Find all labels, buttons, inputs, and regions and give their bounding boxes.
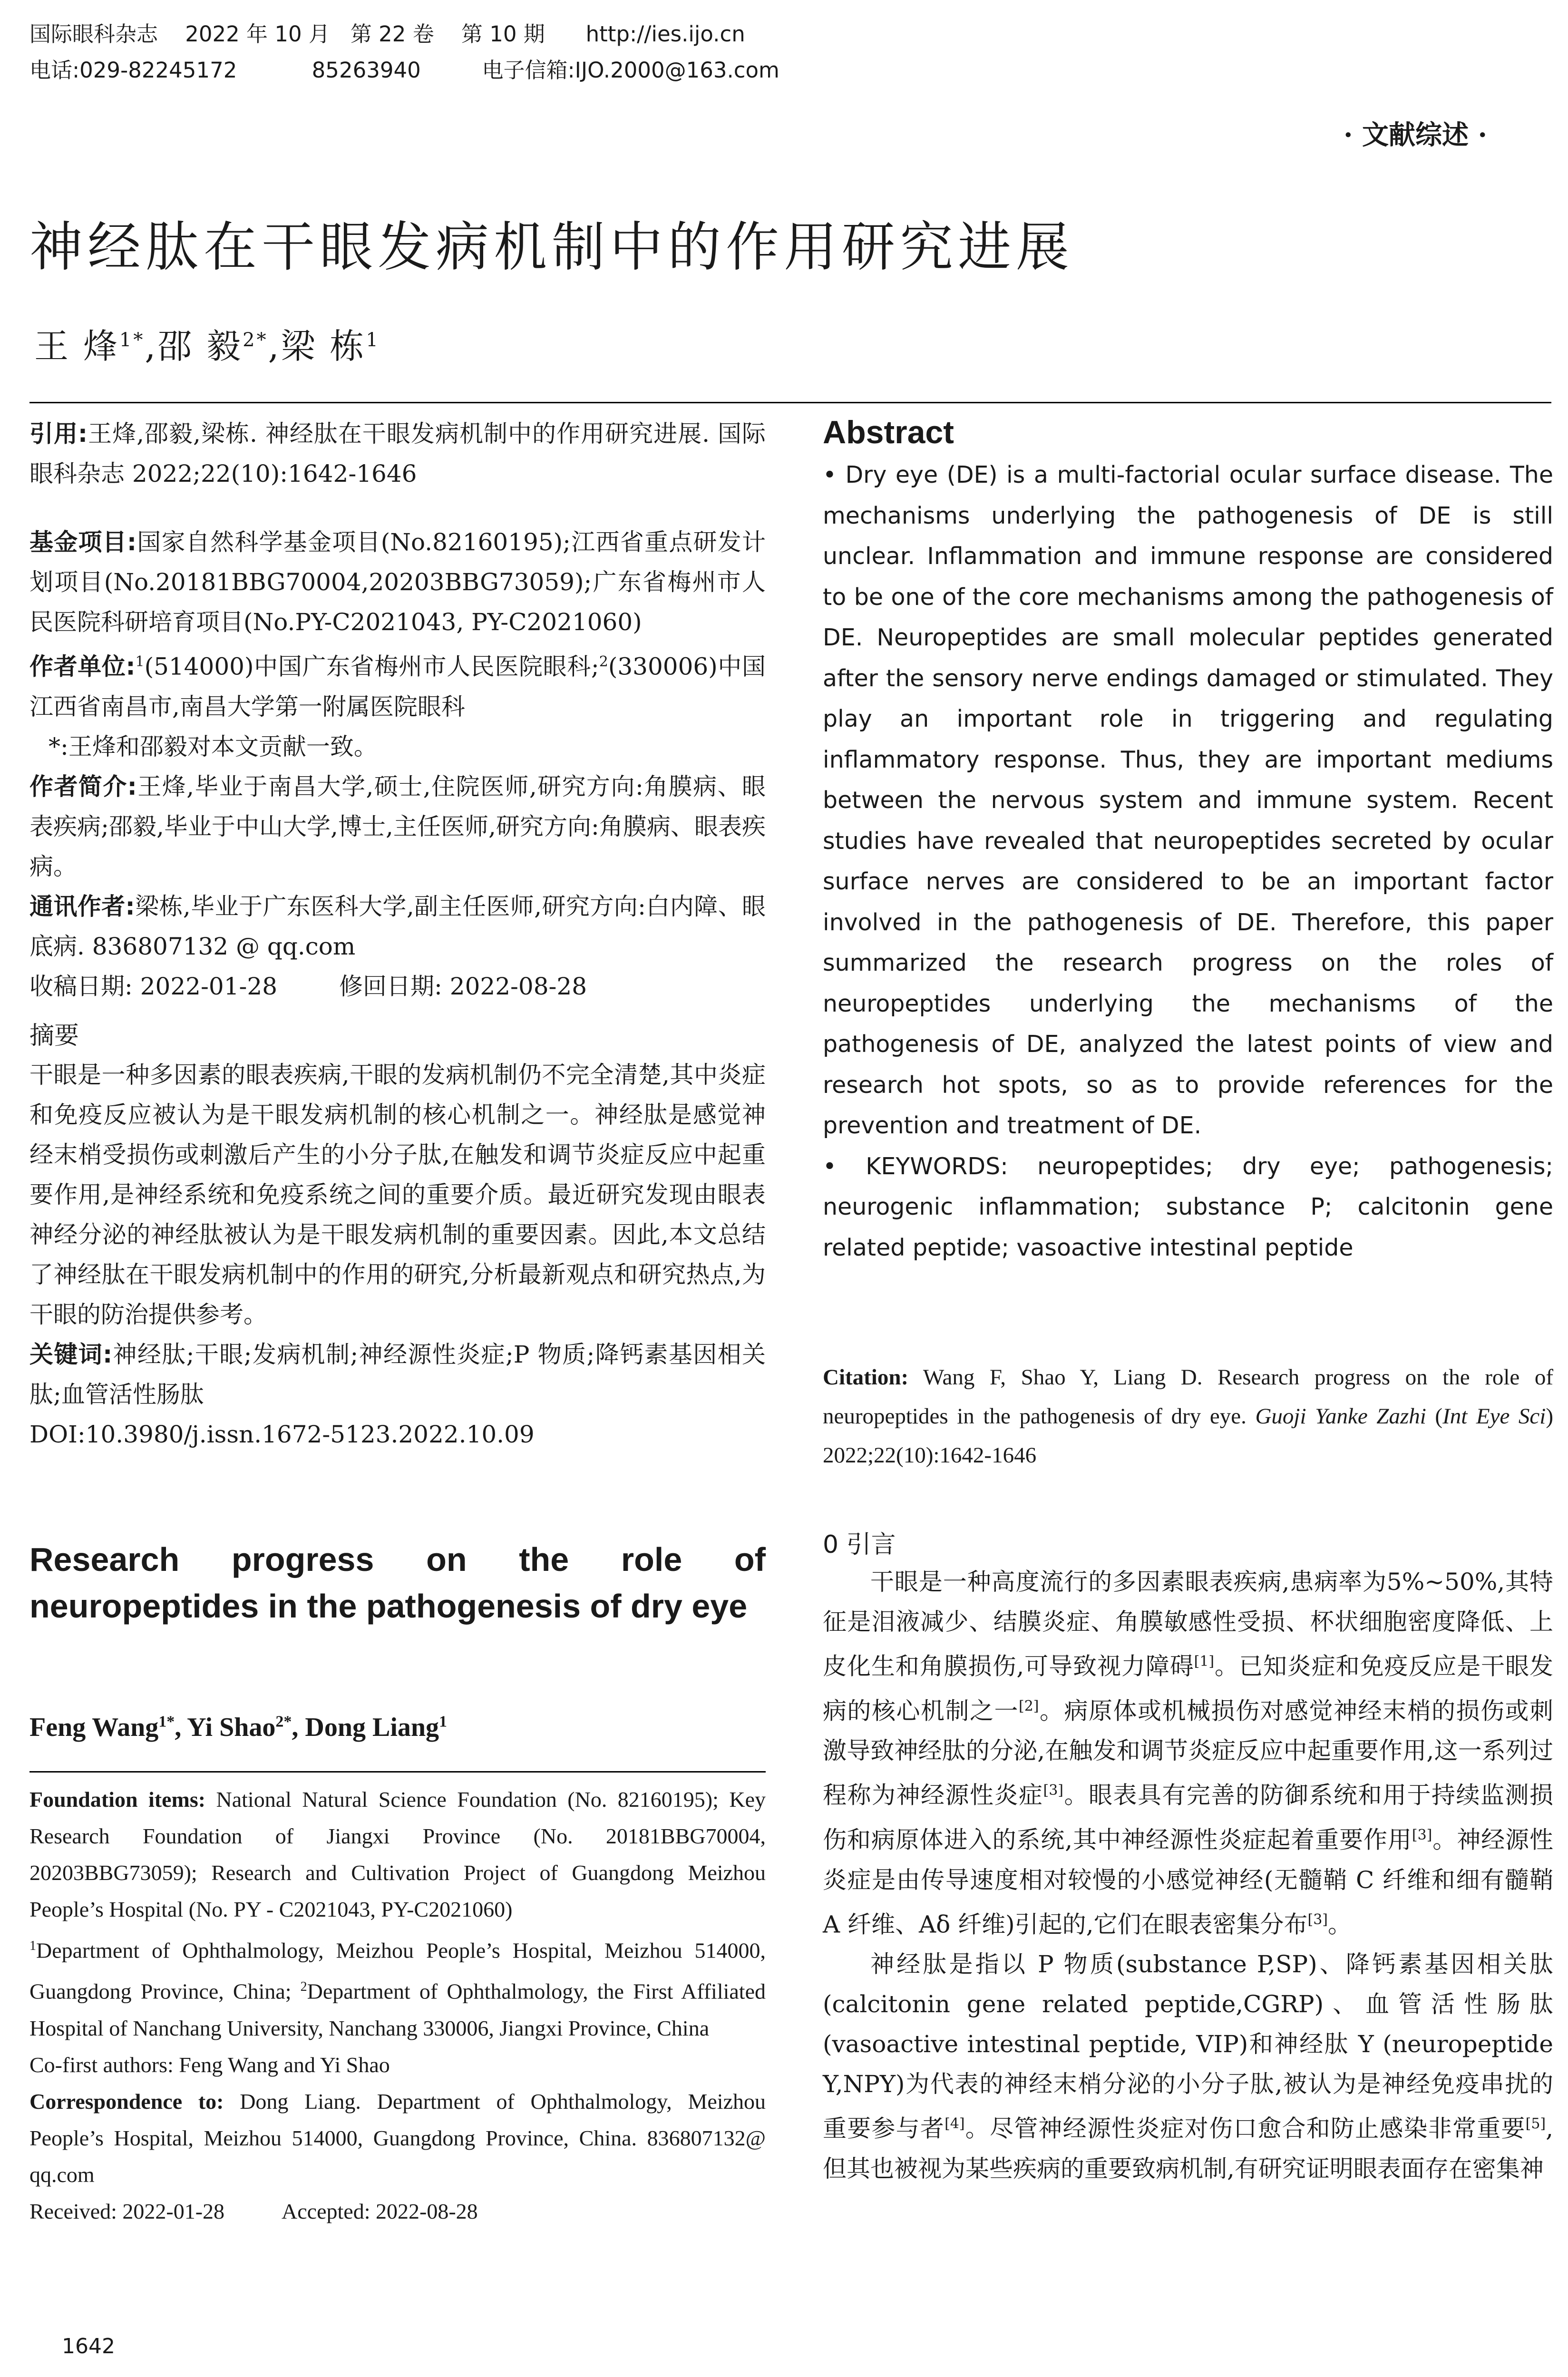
citation-cn: 引用:王烽,邵毅,梁栋. 神经肽在干眼发病机制中的作用研究进展. 国际眼科杂志 2022;22(10):1642-1646: [29, 420, 766, 487]
dates-en: [29, 2193, 766, 2230]
abstract-cn-text: 干眼是一种多因素的眼表疾病,干眼的发病机制仍不完全清楚,其中炎症和免疫反应被认为是干眼发病机制的核心机制之一。神经肽是感觉神经末梢受损伤或刺激后产生的小分子肽,在触发和调节炎症反应中起重要作用,是神经系统和免疫系统之间的重要介质。最近研究发现由眼表神经分泌的神经肽被认为是干眼发病机制的重要因素。因此,本文总结了神经肽在干眼发病机制中的作用的研究,分析最新观点和研究热点,为干眼的防治提供参考。: [29, 1061, 766, 1328]
abstract-en-block: [823, 414, 1553, 1268]
journal-header-line1: 国际眼科杂志 2022 年 10 月 第 22 卷 第 10 期 http://ies.ijo.cn: [29, 21, 745, 47]
corr-cn-label: 通讯作者:: [29, 892, 135, 920]
page-number: 1642: [62, 2334, 115, 2358]
fund-cn: 基金项目:国家自然科学基金项目(No.82160195);江西省重点研发计划项目(No.20181BBG70004,20203BBG73059);广东省梅州市人民医院科研培育项目(No.PY-C2021043, PY-C2021060): [29, 528, 766, 636]
corr-cn: 通讯作者:梁栋,毕业于广东医科大学,副主任医师,研究方向:白内障、眼底病. 836807132 @ qq.com: [29, 892, 766, 960]
en-author-divider: [29, 1771, 766, 1773]
author-2-affil: 2*: [243, 329, 268, 351]
abstract-en-text: • Dry eye (DE) is a multi-factorial ocular surface disease. The mechanisms underlying the pathogenesis of DE is still unclear. Inflammation and immune response are considered to be one of the core mechanisms among the pathogenesis of DE. Neuropeptides are small molecular peptides generated after the sensory nerve endings damaged or stimulated. They play an important role in triggering and regulating inflammatory response. Thus, they are important mediums between the nervous system and immune system. Recent studies have revealed that neuropeptides secreted by ocular surface nerves are considered to be an important factor involved in the pathogenesis of DE. Therefore, this paper summarized the research progress on the roles of neuropeptides underlying the mechanisms of the pathogenesis of DE, analyzed the latest points of view and research hot spots, so as to provide references for the prevention and treatment of DE.: [823, 461, 1553, 1139]
fund-en: Foundation items: National Natural Science Foundation (No. 82160195); Key Research Foundation of Jiangxi Province (No. 20181BBG70004, 20203BBG73059); Research and Cultivation Project of Guangdong Meizhou People’s Hospital (No. PY - C2021043, PY-C2021060): [29, 1787, 766, 1921]
keywords-cn-label: 关键词:: [29, 1341, 113, 1368]
title-divider: [29, 402, 1551, 403]
dates-cn: [29, 966, 766, 1006]
citation-cn-label: 引用:: [29, 420, 88, 448]
fund-en-label: Foundation items:: [29, 1787, 206, 1812]
affiliations-en: $^1$Department of Ophthalmology, Meizhou People’s Hospital, Meizhou 514000, Guangdong Province, China; $^2$Department of Ophthalmology, the First Affiliated Hospital of Nanchang University, Nanchang 330006, Jiangxi Province, China: [29, 1938, 766, 2040]
abstract-en-heading: Abstract: [823, 414, 954, 450]
doi: DOI:10.3980/j.issn.1672-5123.2022.10.09: [29, 1421, 535, 1448]
unit-cn-label: 作者单位:: [29, 653, 136, 681]
cn-metadata-block: [29, 414, 766, 1006]
accepted-en: Accepted: 2022-08-28: [282, 2199, 478, 2223]
author-3: ,梁 栋: [268, 326, 366, 366]
article-title-en: Research progress on the role of neuropeptides in the pathogenesis of dry eye: [29, 1541, 766, 1625]
intro-paragraph-2: 神经肽是指以 P 物质(substance P,SP)、降钙素基因相关肽(calcitonin gene related peptide,CGRP)、血管活性肠肽(vasoactive intestinal peptide, VIP)和神经肽 Y (neuropeptide Y,NPY)为代表的神经末梢分泌的小分子肽,被认为是神经免疫串扰的重要参与者[4]。尽管神经源性炎症对伤口愈合和防止感染非常重要[5],但其也被视为某些疾病的重要致病机制,有研究证明眼表面存在密集神: [823, 1950, 1554, 2182]
author-2: ,邵 毅: [145, 326, 243, 366]
keywords-cn: 关键词:神经肽;干眼;发病机制;神经源性炎症;P 物质;降钙素基因相关肽;血管活性肠肽: [29, 1341, 766, 1408]
revised-cn: 修回日期: 2022-08-28: [339, 972, 587, 1000]
received-cn: 收稿日期: 2022-01-28: [29, 972, 278, 1000]
authors-en: Feng Wang$^{1*}$, Yi Shao$^{2*}$, Dong Liang$^1$: [29, 1713, 448, 1742]
bio-cn: 作者简介:王烽,毕业于南昌大学,硕士,住院医师,研究方向:角膜病、眼表疾病;邵毅,毕业于中山大学,博士,主任医师,研究方向:角膜病、眼表疾病。: [29, 772, 766, 880]
article-title-cn: 神经肽在干眼发病机制中的作用研究进展: [29, 216, 1074, 278]
intro-heading: 0 引言: [823, 1530, 896, 1559]
cofirst-en: Co-first authors: Feng Wang and Yi Shao: [29, 2052, 390, 2077]
keywords-en: • KEYWORDS: neuropeptides; dry eye; pathogenesis; neurogenic inflammation; substance P; calcitonin gene related peptide; vasoactive intestinal peptide: [823, 1152, 1553, 1261]
bio-cn-label: 作者简介:: [29, 772, 137, 800]
intro-paragraph-1: 干眼是一种高度流行的多因素眼表疾病,患病率为5%~50%,其特征是泪液减少、结膜炎症、角膜敏感性受损、杯状细胞密度降低、上皮化生和角膜损伤,可导致视力障碍[1]。已知炎症和免疫反应是干眼发病的核心机制之一[2]。病原体或机械损伤对感觉神经末梢的损伤或刺激导致神经肽的分泌,在触发和调节炎症反应中起重要作用,这一系列过程称为神经源性炎症[3]。眼表具有完善的防御系统和用于持续监测损伤和病原体进入的系统,其中神经源性炎症起着重要作用[3]。神经源性炎症是由传导速度相对较慢的小感觉神经(无髓鞘 C 纤维和细有髓鞘 A 纤维、Aδ 纤维)引起的,它们在眼表密集分布[3]。: [823, 1568, 1554, 1939]
journal-header-line2: 电话:029-82245172 85263940 电子信箱:IJO.2000@163.com: [29, 58, 779, 83]
corr-en: Correspondence to: Dong Liang. Department of Ophthalmology, Meizhou People’s Hospital, Meizhou 514000, Guangdong Province, China. 836807132@ qq.com: [29, 2089, 766, 2187]
citation-en: Citation: Wang F, Shao Y, Liang D. Research progress on the role of neuropeptides in the pathogenesis of dry eye. Guoji Yanke Zazhi (Int Eye Sci) 2022;22(10):1642-1646: [823, 1365, 1554, 1468]
authors-cn: [34, 319, 380, 368]
corr-en-label: Correspondence to:: [29, 2089, 224, 2114]
author-1-affil: 1*: [119, 329, 145, 351]
unit-note-cn: *:王烽和邵毅对本文贡献一致。: [49, 732, 378, 760]
author-3-affil: 1: [366, 329, 380, 351]
unit-cn: 作者单位:$^1$(514000)中国广东省梅州市人民医院眼科;$^2$(330006)中国江西省南昌市,南昌大学第一附属医院眼科: [29, 653, 766, 721]
author-1: 王 烽: [34, 326, 119, 366]
abstract-cn-block: [29, 1015, 766, 1454]
section-tag: · 文献综述 ·: [1344, 119, 1487, 151]
fund-cn-label: 基金项目:: [29, 528, 137, 556]
received-en: Received: 2022-01-28: [29, 2199, 225, 2223]
citation-en-label: Citation:: [823, 1365, 909, 1390]
introduction-block: [823, 1524, 1553, 2189]
en-metadata-block: [29, 1781, 766, 2230]
abstract-cn-heading: 摘要: [29, 1022, 79, 1050]
